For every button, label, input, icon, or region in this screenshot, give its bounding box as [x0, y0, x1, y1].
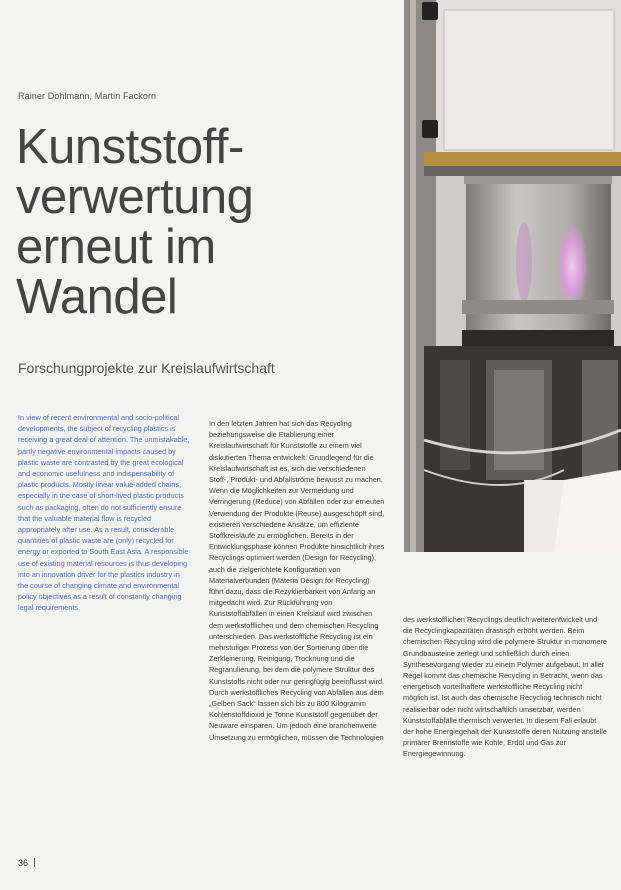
title-line-4: Wandel	[16, 270, 178, 324]
body-column-1	[209, 418, 385, 743]
article-subtitle: Forschungprojekte zur Kreislaufwirtschaft	[18, 360, 275, 376]
english-abstract	[18, 412, 191, 614]
photo-illustration	[404, 0, 621, 552]
folio-divider	[34, 858, 35, 867]
page-number-text: 36	[18, 858, 29, 868]
page-number	[18, 858, 35, 868]
title-line-2: verwertung	[16, 170, 254, 224]
body-text-2: des werkstofflichen Recyclings deutlich weiterentwickelt und die Recyclingkapazitäten drastisch erhöht werden. Beim chemischen Recycling wird die polymere Struktur in monomere Grundbausteine zerlegt und schließlich durch einen Synthesevorgang wieder zu einem Polymer aufgebaut. In aller Regel kommt das chemische Recycling in Betracht, wenn das energetisch vorteilhaftere werkstoffliche Recycling nicht möglich ist. Ist auch das chemische Recycling technisch nicht realisierbar oder nicht wirtschaftlich umsetzbar, werden Kunststoffabfälle thermisch verwertet. In diesem Fall erlaubt der hohe Energiegehalt der Kunststoffe deren Nutzung anstelle primärer Brennstoffe wie Kohle, Erdöl und Gas zur Energiegewinnung.	[403, 615, 607, 759]
authors-line: Rainer Dohlmann, Martin Fackorn	[18, 91, 157, 101]
body-column-2	[403, 614, 607, 760]
article-title	[16, 122, 406, 322]
title-line-1: Kunststoff-	[16, 120, 244, 174]
title-line-3: erneut im	[16, 220, 216, 274]
body-text-1: In den letzten Jahren hat sich das Recycling beziehungsweise die Etablierung einer Kreislaufwirtschaft für Kunststoffe zu einem viel diskutierten Thema entwickelt. Grundlegend für die Kreislaufwirtschaft ist es, sich die verschiedenen Stoff-, Produkt- und Abfallströme bewusst zu machen. Wenn die Möglichkeiten zur Vermeidung und Verringerung (Reduce) von Abfällen oder zur erneuten Verwendung der Produkte (Reuse) ausgeschöpft sind, existieren verschiedene Ansätze, um effiziente Stoffkreisläufe zu ermöglichen. Bereits in der Entwicklungsphase können Produkte hinsichtlich ihres Recyclings optimiert werden (Design for Recycling), auch die zielgerichtete Konfiguration von Materialverbunden (Materia Design for Recycling) führt dazu, dass die Rezyklierbarkeit von Anfang an mitgedacht wird. Zur Rückführung von Kunststoffabfällen in einen Kreislauf wird zwischen dem werkstofflichen und dem chemischen Recycling unterschieden. Das werkstoffliche Recycling ist ein mehrstufiger Prozess von der Sortierung über die Zerkleinerung, Reinigung, Trocknung und die Regranulierung, bei dem die polymere Struktur des Kunststoffs nicht oder nur geringfügig beeinflusst wird. Durch werkstoffliches Recycling von Abfällen aus dem „Gelben Sack“ lassen sich bis zu 800 Kilogramm Kohlenstoffdioxid je Tonne Kunststoff gegenüber der Neuware einsparen. Um jedoch eine branchenweite Umsetzung zu ermöglichen, müssen die Technologien	[209, 419, 385, 742]
abstract-text: In view of recent environmental and socio-political developments, the subject of recycling plastics is receiving a great deal of attention. The unmistakable, partly negative environmental impacts caused by plastic waste are contrasted by the great ecological and economic usefulness and indispensability of plastic products. Mostly linear value-added chains, especially in the case of short-lived plastic products such as packaging, often do not sufficiently ensure that the valuable material flow is recycled appropriately after use. As a result, considerable quantities of plastic waste are (only) recycled for energy or exported to South East Asia. A responsible use of existing material resources is thus developing into an innovation driver for the plastics industry in the course of changing climate and environmental policy objectives as a result of constantly changing legal requirements.	[18, 413, 190, 613]
plasma-reactor-photo	[404, 0, 621, 552]
